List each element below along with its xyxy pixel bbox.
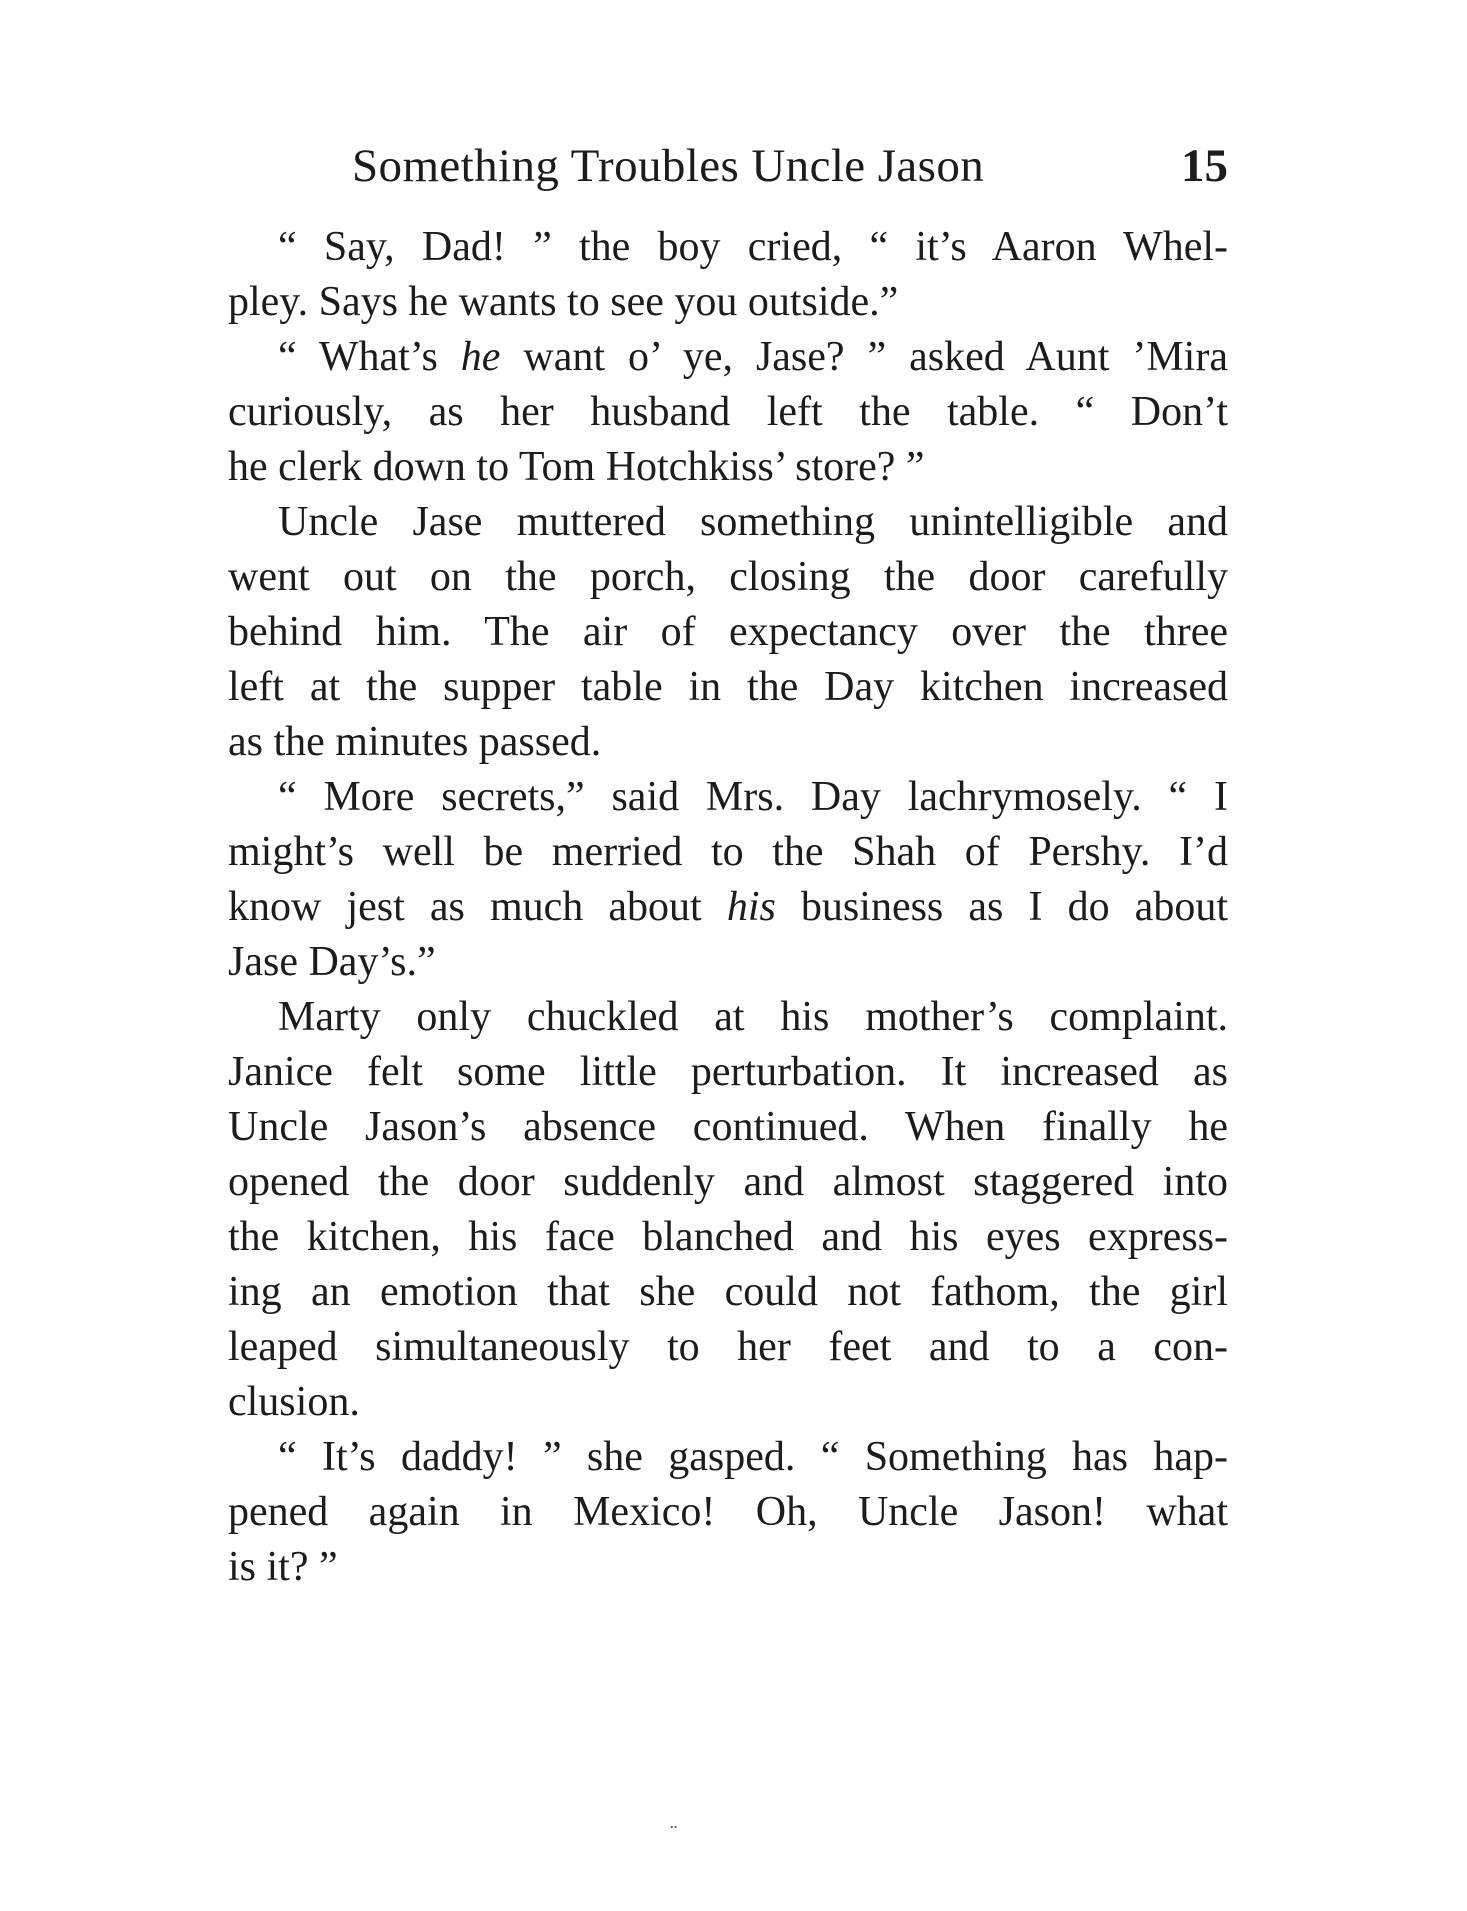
text-line: “ It’s daddy! ” she gasped. “ Something has hap- (278, 1434, 1228, 1480)
text-line: clusion. (228, 1379, 360, 1425)
text-line: Marty only chuckled at his mother’s complaint. (278, 994, 1228, 1040)
printer-mark: ¨ (670, 1820, 678, 1845)
running-title: Something Troubles Uncle Jason (352, 140, 985, 192)
text-segment: “ What’s (278, 334, 461, 380)
text-line: Uncle Jason’s absence continued. When finally he (228, 1104, 1228, 1150)
page-number: 15 (1181, 140, 1228, 192)
text-line: might’s well be merried to the Shah of Pershy. I’d (228, 829, 1228, 875)
italic-word: his (726, 884, 776, 930)
running-head (352, 136, 1228, 196)
text-line: Uncle Jase muttered something unintelligible and (278, 499, 1228, 545)
text-line: left at the supper table in the Day kitchen increased (228, 664, 1228, 710)
text-line: ing an emotion that she could not fathom, the girl (228, 1269, 1228, 1315)
text-line: the kitchen, his face blanched and his eyes express- (228, 1214, 1228, 1260)
text-line: Jase Day’s.” (228, 939, 436, 985)
text-line: curiously, as her husband left the table. “ Don’t (228, 389, 1228, 435)
text-line: pened again in Mexico! Oh, Uncle Jason! what (228, 1489, 1228, 1535)
text-line: pley. Says he wants to see you outside.” (228, 279, 899, 325)
text-line: behind him. The air of expectancy over the three (228, 609, 1228, 655)
text-line: as the minutes passed. (228, 719, 602, 765)
italic-word: he (460, 334, 501, 380)
text-segment: business as I do about (775, 884, 1228, 930)
text-line: “ More secrets,” said Mrs. Day lachrymosely. “ I (278, 774, 1228, 820)
text-line: leaped simultaneously to her feet and to a con- (228, 1324, 1228, 1370)
text-line: went out on the porch, closing the door carefully (228, 554, 1228, 600)
text-line: Janice felt some little perturbation. It increased as (228, 1049, 1228, 1095)
text-line: “ Say, Dad! ” the boy cried, “ it’s Aaron Whel- (278, 224, 1228, 270)
text-line: opened the door suddenly and almost staggered into (228, 1159, 1228, 1205)
text-segment: want o’ ye, Jase? ” asked Aunt ’Mira (500, 334, 1228, 380)
body-text (228, 220, 1228, 1595)
text-segment: know jest as much about (228, 884, 727, 930)
text-line: he clerk down to Tom Hotchkiss’ store? ” (228, 444, 925, 490)
text-line (228, 330, 1228, 385)
text-line: is it? ” (228, 1544, 338, 1590)
text-line (228, 880, 1228, 935)
